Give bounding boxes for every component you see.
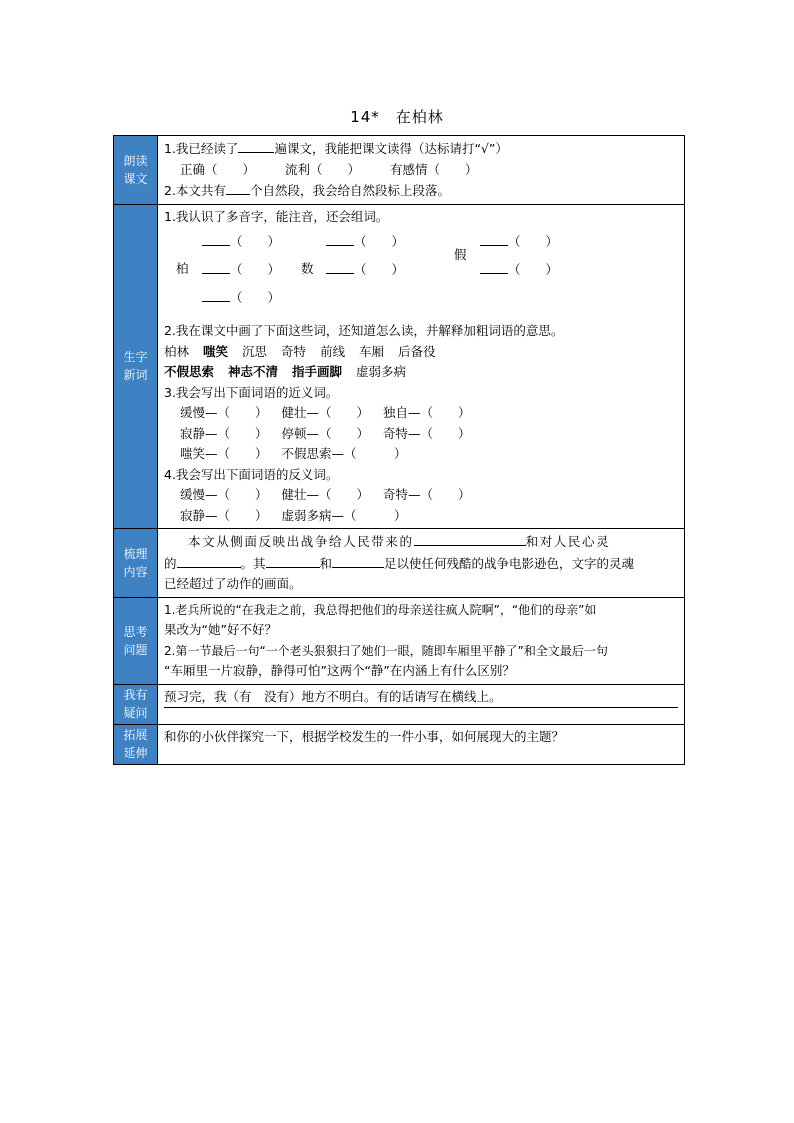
content-thinking [158,597,685,684]
preview-worksheet-table [113,135,685,765]
char-jia: 假 [454,247,467,262]
label-vocab: 生字 新词 [114,204,158,529]
questions-line[interactable]: 预习完，我（有 没有）地方不明白。有的话请写在横线上。 [164,687,678,708]
row-summary [114,529,685,598]
ant-qite[interactable]: 奇特—（ ） [383,487,471,502]
row-reading [114,136,685,205]
row-vocab [114,204,685,529]
vocab-q1: 1.我认识了多音字，能注音，还会组词。 [164,208,389,224]
content-vocab [158,204,685,529]
thinking-q2-line-2: “车厢里一片寂静，静得可怕”这两个“静”在内涵上有什么区别？ [164,663,515,678]
summary-blank-3[interactable] [266,553,320,568]
synonym-row-3 [164,444,678,465]
syn-jijing[interactable]: 寂静—（ ） [180,425,268,441]
char-shu: 数 [301,261,314,276]
word-bujiasisuo: 不假思索 [164,364,215,379]
word-houbeiyi: 后备役 [398,343,436,359]
thinking-q1-line-1: 1.老兵所说的“在我走之前，我总得把他们的母亲送往疯人院啊”，“他们的母亲”如 [164,602,597,617]
jia-entry-2[interactable]: （ ） [480,259,558,281]
row-thinking [114,597,685,684]
syn-qite[interactable]: 奇特—（ ） [383,425,471,441]
word-row-2 [164,362,678,383]
summary-line-2: 的 。其 和 足以使任何残酷的战争电影逊色，文字的灵魂 [164,553,678,575]
option-emotion[interactable]: 有感情（ ） [390,161,478,177]
option-fluent[interactable]: 流利（ ） [285,161,361,177]
label-summary: 梳理 内容 [114,529,158,598]
reading-line-3: 2.本文共有 个自然段，我会给自然段标上段落。 [164,180,678,202]
vocab-q2: 2.我在课文中画了下面这些词，还知道怎么读，并解释加粗词语的意思。 [164,323,564,338]
content-questions [158,684,685,724]
shu-entry-1[interactable]: （ ） [326,231,404,253]
ant-jijing[interactable]: 寂静—（ ） [180,507,268,523]
bai-entry-2[interactable]: （ ） [202,259,280,281]
word-chensi: 沉思 [242,343,268,359]
shu-entry-2[interactable]: （ ） [326,259,404,281]
jia-entry-1[interactable]: （ ） [480,231,558,253]
syn-duzi[interactable]: 独自—（ ） [383,405,471,420]
antonym-row-2 [164,506,678,527]
content-extend [158,724,685,764]
summary-blank-4[interactable] [332,553,384,568]
syn-huanman[interactable]: 缓慢—（ ） [180,405,268,420]
word-bolin: 柏林 [164,343,190,359]
word-zhishouhuajiao: 指手画脚 [292,364,343,379]
check-mark-icon: √ [480,141,489,156]
syn-bujiasisuo[interactable]: 不假思索—（ ） [281,446,407,461]
reading-options [164,160,678,181]
word-chexiang: 车厢 [359,343,385,359]
polyphone-block [164,229,678,317]
bai-entry-1[interactable]: （ ） [202,231,280,253]
antonym-row-1 [164,485,678,506]
ant-huanman[interactable]: 缓慢—（ ） [180,487,268,502]
ant-jianzhuang[interactable]: 健壮—（ ） [281,487,370,502]
vocab-q3: 3.我会写出下面词语的近义词。 [164,384,339,400]
word-shenzhibuqing: 神志不清 [228,364,279,379]
content-reading [158,136,685,205]
option-correct[interactable]: 正确（ ） [180,161,256,177]
word-qite: 奇特 [281,343,307,359]
word-qianxian: 前线 [320,343,346,359]
read-count-blank[interactable] [238,138,274,153]
thinking-q1-line-2: 果改为“她”好不好？ [164,622,277,637]
synonym-row-2 [164,424,678,445]
summary-blank-1[interactable] [414,531,526,546]
char-bai: 柏 [176,261,189,276]
syn-jianzhuang[interactable]: 健壮—（ ） [281,405,370,420]
label-thinking: 思考 问题 [114,597,158,684]
row-questions [114,684,685,724]
syn-chixiao[interactable]: 嗤笑—（ ） [180,446,268,461]
syn-tingdun[interactable]: 停顿—（ ） [281,425,370,441]
extend-line: 和你的小伙伴探究一下，根据学校发生的一件小事，如何展现大的主题？ [164,728,565,744]
summary-line-3: 已经超过了动作的画面。 [164,576,302,591]
summary-line-1: 本文从侧面反映出战争给人民带来的 和对人民心灵 [164,531,678,553]
summary-blank-2[interactable] [177,553,241,568]
synonym-row-1 [164,403,678,424]
label-reading: 朗读 课文 [114,136,158,205]
label-questions: 我有 疑问 [114,684,158,724]
label-extend: 拓展 延伸 [114,724,158,764]
ant-xuruoduobing[interactable]: 虚弱多病—（ ） [281,507,407,523]
paragraph-count-blank[interactable] [226,180,250,195]
row-extend [114,724,685,764]
content-summary [158,529,685,598]
word-chixiao: 嗤笑 [203,343,229,359]
thinking-q2-line-1: 2.第一节最后一句“一个老头狠狠扫了她们一眼，随即车厢里平静了”和全文最后一句 [164,643,608,658]
bai-entry-3[interactable]: （ ） [202,287,280,309]
reading-line-1: 1.我已经读了 遍课文，我能把课文读得（达标请打“√”） [164,138,678,160]
word-row-1 [164,342,678,363]
vocab-q4: 4.我会写出下面词语的反义词。 [164,466,339,482]
page-title: 14* 在柏林 [350,108,444,126]
word-xuruoduobing: 虚弱多病 [356,364,407,379]
